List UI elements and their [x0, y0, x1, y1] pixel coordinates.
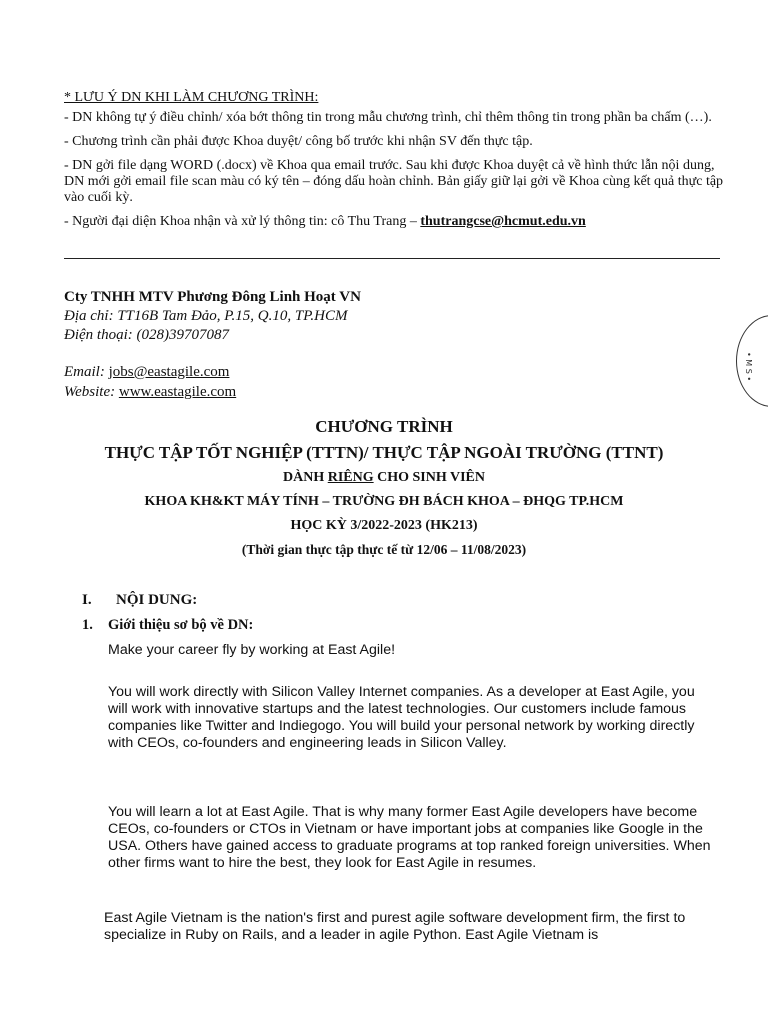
notes-block: [64, 90, 724, 238]
note-item: - Chương trình cần phải được Khoa duyệt/ công bố trước khi nhận SV đến thực tập.: [64, 134, 533, 149]
paragraph-text: Make your career fly by working at East Agile!: [108, 642, 396, 658]
title-line-3-a: DÀNH: [282, 470, 328, 485]
company-info: [64, 288, 361, 345]
company-address: Địa chỉ: TT16B Tam Đảo, P.15, Q.10, TP.HCM: [64, 308, 348, 324]
notes-heading: * LƯU Ý DN KHI LÀM CHƯƠNG TRÌNH:: [64, 90, 319, 105]
note-item: - DN gởi file dạng WORD (.docx) về Khoa qua email trước. Sau khi được Khoa duyệt cả về hình thức lẫn nội dung, DN mới gởi email file scan màu có ký tên – đóng dấu hoàn chỉnh. Bản giấy giữ lại gởi về Khoa cùng kết quả thực tập vào cuối kỳ.: [64, 158, 724, 205]
paragraph-text: You will work directly with Silicon Valley Internet companies. As a developer at East Agile, you will work with innovative startups and the latest technologies. Our customers include famous companies like Twitter and Indiegogo. You will build your personal network by working directly with CEOs, co-founders and engineering leads in Silicon Valley.: [108, 684, 695, 751]
stamp-mark: • M S •: [744, 352, 753, 382]
company-website-link[interactable]: www.eastagile.com: [118, 384, 237, 400]
separator-line: [64, 258, 720, 259]
company-phone: Điện thoại: (028)39707087: [64, 327, 229, 343]
stamp-seal: [736, 315, 768, 407]
title-line-2: THỰC TẬP TỐT NGHIỆP (TTTN)/ THỰC TẬP NGOÀI TRƯỜNG (TTNT): [104, 443, 664, 462]
subsection-number: 1.: [82, 617, 93, 633]
paragraph: [108, 684, 716, 752]
company-name: Cty TNHH MTV Phương Đông Linh Hoạt VN: [64, 289, 361, 305]
subsection-heading: [82, 617, 253, 634]
paragraph: [108, 804, 716, 872]
company-email-link[interactable]: jobs@eastagile.com: [108, 364, 230, 380]
note-contact: [64, 214, 724, 230]
note-item: - DN không tự ý điều chỉnh/ xóa bớt thông tin trong mẫu chương trình, chỉ thêm thông tin trong phần ba chấm (…).: [64, 110, 712, 125]
note-contact-text: - Người đại diện Khoa nhận và xử lý thông tin: cô Thu Trang –: [64, 214, 421, 229]
section-heading: [82, 592, 197, 609]
section-number: I.: [82, 592, 92, 608]
program-title: [0, 414, 768, 562]
company-contact: [64, 362, 236, 402]
title-line-6: (Thời gian thực tập thực tế từ 12/06 – 11/08/2023): [241, 542, 527, 557]
paragraph: [108, 642, 716, 659]
title-line-3: [0, 466, 768, 490]
contact-email-link[interactable]: thutrangcse@hcmut.edu.vn: [420, 214, 586, 229]
email-label: Email:: [64, 364, 105, 380]
title-line-5: HỌC KỲ 3/2022-2023 (HK213): [290, 518, 478, 533]
title-line-4: KHOA KH&KT MÁY TÍNH – TRƯỜNG ĐH BÁCH KHOA – ĐHQG TP.HCM: [144, 494, 624, 509]
subsection-label: Giới thiệu sơ bộ về DN:: [108, 617, 254, 633]
paragraph-text: You will learn a lot at East Agile. That is why many former East Agile developers have become CEOs, co-founders or CTOs in Vietnam or have important jobs at companies like Google in the USA. Others have gained access to graduate programs at top ranked foreign universities. When other firms want to hire the best, they look for East Agile in resumes.: [108, 804, 711, 871]
title-line-1: CHƯƠNG TRÌNH: [315, 417, 453, 436]
section-label: NỘI DUNG:: [116, 592, 198, 608]
paragraph-text: East Agile Vietnam is the nation's first and purest agile software development firm, the first to specialize in Ruby on Rails, and a leader in agile Python. East Agile Vietnam is: [104, 910, 686, 943]
website-label: Website:: [64, 384, 116, 400]
paragraph: [104, 910, 716, 944]
title-line-3-b: RIÊNG: [327, 470, 374, 485]
title-line-3-c: CHO SINH VIÊN: [373, 470, 486, 485]
